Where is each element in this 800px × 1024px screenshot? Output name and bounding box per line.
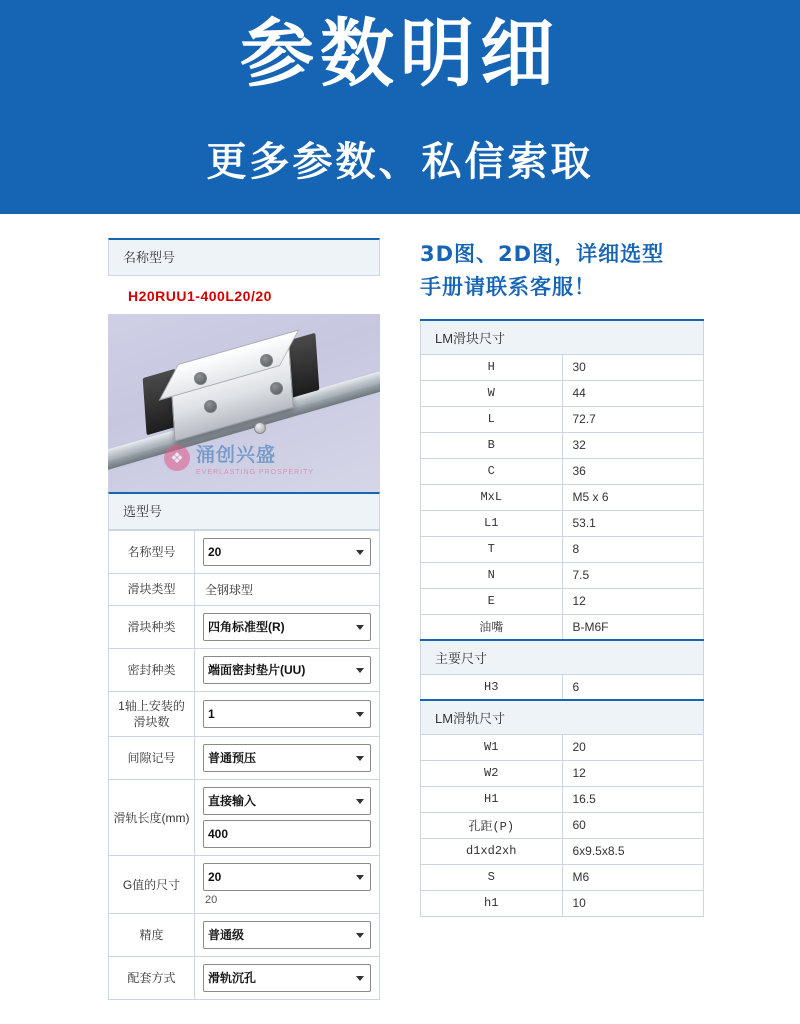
watermark-brand-cn: 涌创兴盛 [196, 444, 277, 466]
precision-select-wrap [203, 921, 371, 949]
mounting-method-select-wrap [203, 964, 371, 992]
spec-section-header: LM滑块尺寸 [421, 320, 704, 354]
promo-line-2: 手册请联系客服！ [420, 274, 596, 299]
grease-nipple-graphic [254, 422, 266, 434]
model-number: H20RUU1-400L20/20 [128, 288, 272, 304]
table-row: T 8 [421, 536, 704, 562]
bolt-hole-icon [260, 354, 273, 367]
form-label: G值的尺寸 [109, 856, 195, 914]
g-value-note: 20 [205, 894, 218, 907]
form-row [109, 531, 380, 574]
form-row [109, 780, 380, 856]
table-row: L 72.7 [421, 406, 704, 432]
promo-line-1: 3D图、2D图，详细选型 [420, 242, 665, 266]
rail-length-mode-select-wrap [203, 787, 371, 815]
form-label: 滑块种类 [109, 606, 195, 649]
left-column [108, 238, 380, 1000]
form-row [109, 957, 380, 1000]
product-image [108, 314, 380, 492]
table-row: H 30 [421, 354, 704, 380]
rail-length-mode-select[interactable] [203, 787, 371, 815]
table-row: 孔距(P) 60 [421, 812, 704, 838]
table-row: N 7.5 [421, 562, 704, 588]
precision-select[interactable] [203, 921, 371, 949]
table-row: d1xd2xh 6x9.5x8.5 [421, 838, 704, 864]
watermark-brand-en: EVERLASTING PROSPERITY [196, 469, 315, 476]
table-row: h1 10 [421, 890, 704, 916]
form-label: 密封种类 [109, 649, 195, 692]
spec-section-header: LM滑轨尺寸 [421, 700, 704, 734]
clearance-select-wrap [203, 744, 371, 772]
selection-form [108, 530, 380, 1000]
block-kind-select-wrap [203, 613, 371, 641]
bolt-hole-icon [270, 382, 283, 395]
table-row: MxL M5 x 6 [421, 484, 704, 510]
table-row: W 44 [421, 380, 704, 406]
form-row [109, 856, 380, 914]
clearance-select[interactable] [203, 744, 371, 772]
name-model-header: 名称型号 [108, 238, 380, 276]
form-label: 精度 [109, 914, 195, 957]
form-row [109, 737, 380, 780]
seal-kind-select-wrap [203, 656, 371, 684]
table-row: 油嘴 B-M6F [421, 614, 704, 640]
select-model-header: 选型号 [108, 492, 380, 530]
form-label: 名称型号 [109, 531, 195, 574]
form-row [109, 692, 380, 737]
form-label: 配套方式 [109, 957, 195, 1000]
mounting-method-select[interactable] [203, 964, 371, 992]
form-label: 1轴上安装的滑块数 [109, 692, 195, 737]
form-row [109, 606, 380, 649]
form-row [109, 649, 380, 692]
g-value-select[interactable] [203, 863, 371, 891]
page-content [0, 214, 800, 986]
g-value-select-wrap [203, 863, 371, 891]
page-banner [0, 0, 800, 214]
bolt-hole-icon [204, 400, 217, 413]
blocks-per-axis-select[interactable] [203, 700, 371, 728]
form-label: 滑轨长度(mm) [109, 780, 195, 856]
table-row: S M6 [421, 864, 704, 890]
form-row [109, 574, 380, 606]
form-label: 间隙记号 [109, 737, 195, 780]
table-row: E 12 [421, 588, 704, 614]
promo-text [420, 238, 704, 303]
name-model-select-wrap [203, 538, 371, 566]
blocks-per-axis-select-wrap [203, 700, 371, 728]
banner-subtitle: 更多参数、私信索取 [206, 139, 594, 185]
banner-title: 参数明细 [240, 11, 560, 97]
table-row: H1 16.5 [421, 786, 704, 812]
form-label: 滑块类型 [109, 574, 195, 606]
table-row: W2 12 [421, 760, 704, 786]
seal-kind-select[interactable] [203, 656, 371, 684]
block-kind-select[interactable] [203, 613, 371, 641]
rail-length-input[interactable] [203, 820, 371, 848]
block-type-value: 全钢球型 [205, 583, 254, 597]
table-row: C 36 [421, 458, 704, 484]
table-row: H3 6 [421, 674, 704, 700]
watermark-logo-icon: ❖ [164, 445, 190, 471]
right-column [420, 238, 704, 917]
watermark [164, 440, 314, 476]
table-row: B 32 [421, 432, 704, 458]
form-row [109, 914, 380, 957]
name-model-select[interactable] [203, 538, 371, 566]
spec-section-header: 主要尺寸 [421, 640, 704, 674]
spec-table-block [420, 319, 704, 917]
table-row: W1 20 [421, 734, 704, 760]
bolt-hole-icon [194, 372, 207, 385]
table-row: L1 53.1 [421, 510, 704, 536]
